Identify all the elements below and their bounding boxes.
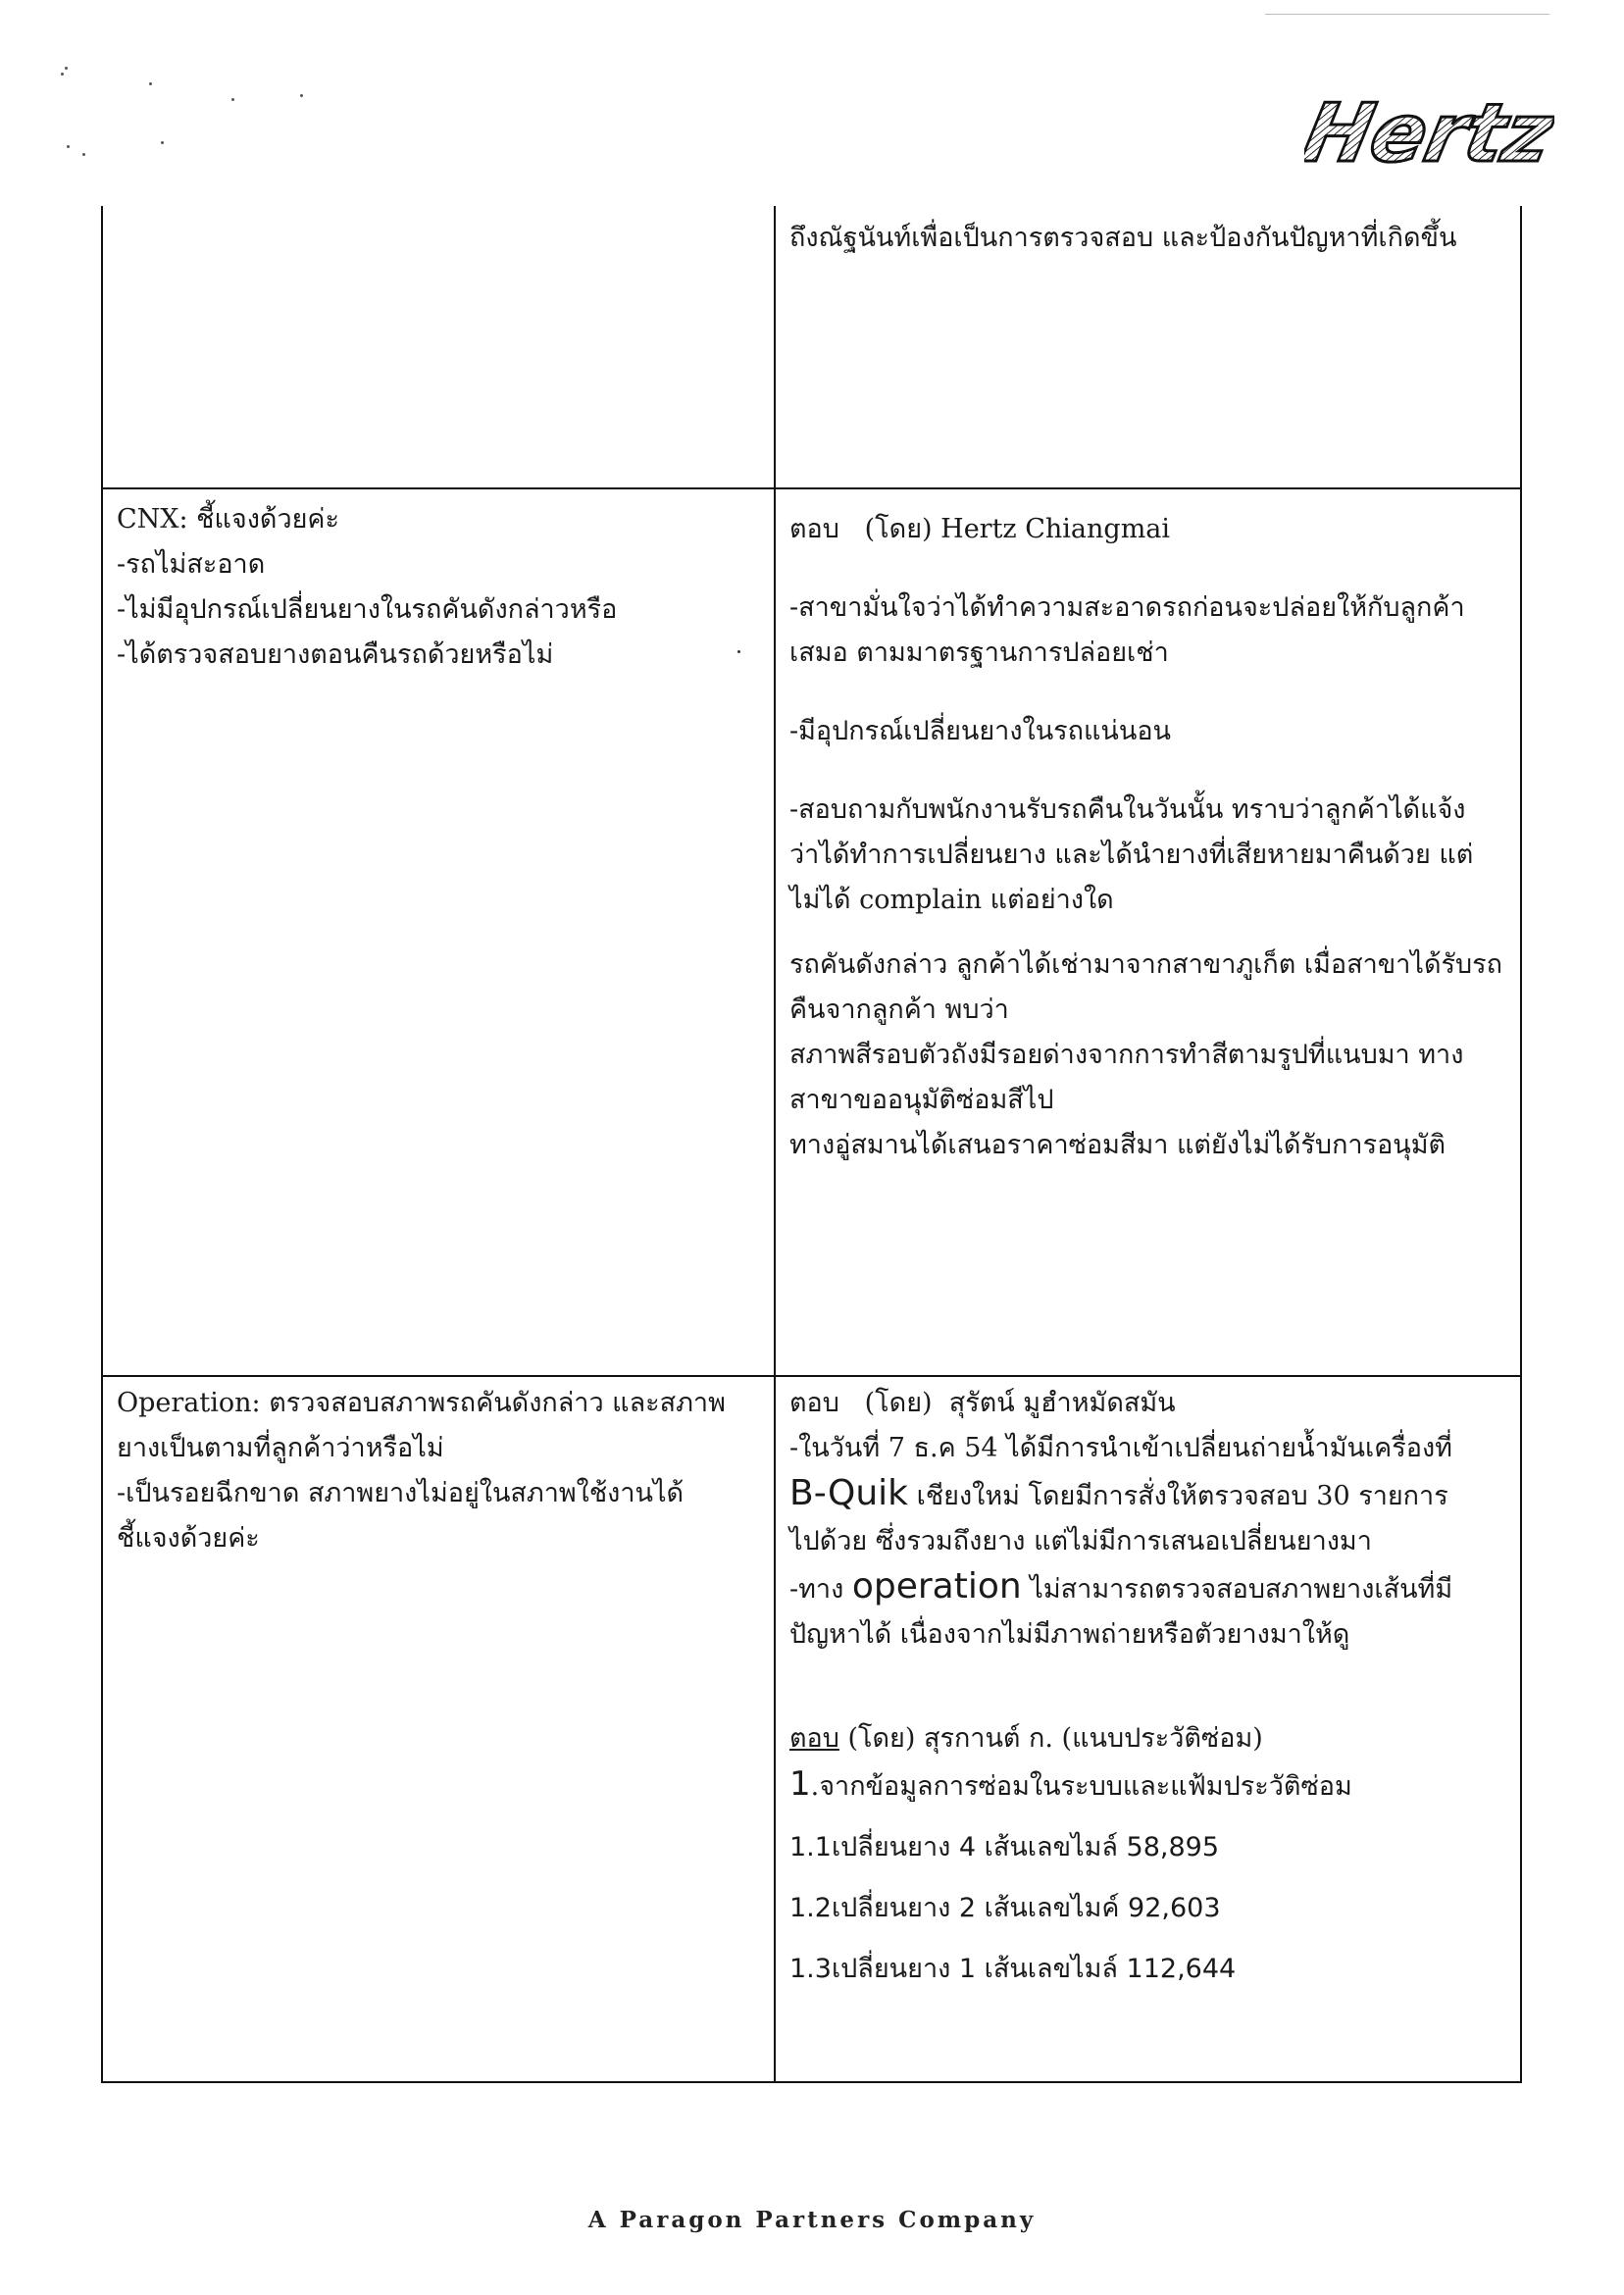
row1-right-cell	[775, 206, 1521, 488]
b-quik-text: B-Quik	[789, 1473, 909, 1513]
answer-line	[789, 1761, 1506, 1810]
row2-right-cell	[775, 488, 1521, 1376]
table-row	[102, 206, 1521, 488]
svg-text:Hertz: Hertz	[1304, 90, 1554, 178]
answer-line: -สอบถามกับพนักงานรับรถคืนในวันนั้น ทราบว่าลูกค้าได้แจ้ง	[789, 794, 1466, 825]
answer-line: ไปด้วย ซึ่งรวมถึงยาง แต่ไม่มีการเสนอเปลี่ยนยางมา	[789, 1526, 1372, 1556]
row2-left-line: -ไม่มีอุปกรณ์เปลี่ยนยางในรถคันดังกล่าวหรือ	[117, 594, 618, 625]
row3-left-line: ยางเป็นตามที่ลูกค้าว่าหรือไม่	[117, 1433, 444, 1463]
answer-line: -สาขามั่นใจว่าได้ทำความสะอาดรถก่อนจะปล่อยให้กับลูกค้า	[789, 592, 1465, 623]
answer-line: เสมอ ตามมาตรฐานการปล่อยเช่า	[789, 638, 1169, 668]
answer-line	[789, 1564, 1506, 1612]
answer-line: -ในวันที่ 7 ธ.ค 54 ได้มีการนำเข้าเปลี่ยนถ่ายน้ำมันเครื่องที่	[789, 1433, 1452, 1463]
row2-left-line: -ได้ตรวจสอบยางตอนคืนรถด้วยหรือไม่	[117, 639, 554, 670]
answer-line: สาขาขออนุมัติซ่อมสีไป	[789, 1085, 1054, 1115]
answer-line-rest: .จากข้อมูลการซ่อมในระบบและแฟ้มประวัติซ่อม	[810, 1771, 1352, 1802]
row2-left-cell	[102, 488, 775, 1376]
top-scan-rule	[1265, 14, 1549, 15]
operation-text: operation	[851, 1566, 1022, 1606]
answer-prefix: ตอบ	[789, 1723, 839, 1754]
row3-left-line: -เป็นรอยฉีกขาด สภาพยางไม่อยู่ในสภาพใช้งานได้	[117, 1478, 685, 1508]
answer-line: รถคันดังกล่าว ลูกค้าได้เช่ามาจากสาขาภูเก็ต เมื่อสาขาได้รับรถ	[789, 949, 1502, 980]
row1-right-line: ถึงณัฐนันท์เพื่อเป็นการตรวจสอบ และป้องกันปัญหาที่เกิดขึ้น	[789, 223, 1457, 253]
answer-line: ว่าได้ทำการเปลี่ยนยาง และได้นำยางที่เสียหายมาคืนด้วย แต่	[789, 840, 1474, 870]
table-row	[102, 1376, 1521, 2082]
answer-line: 1.1เปลี่ยนยาง 4 เส้นเลขไมล์ 58,895	[789, 1832, 1220, 1862]
list-number: 1	[789, 1764, 811, 1804]
answer-prefix: ตอบ	[789, 514, 839, 544]
answer-line: ปัญหาได้ เนื่องจากไม่มีภาพถ่ายหรือตัวยางมาให้ดู	[789, 1619, 1350, 1650]
answer-line: ทางอู่สมานได้เสนอราคาซ่อมสีมา แต่ยังไม่ได้รับการอนุมัติ	[789, 1130, 1446, 1160]
answer-by: (โดย) Hertz Chiangmai	[864, 514, 1171, 544]
row3-left-line: Operation: ตรวจสอบสภาพรถคันดังกล่าว และสภาพ	[117, 1388, 726, 1418]
row2-left-line: -รถไม่สะอาด	[117, 549, 266, 580]
answer-heading	[789, 507, 1506, 552]
answer-by: (โดย) สุรกานต์ ก. (แนบประวัติซ่อม)	[838, 1723, 1263, 1754]
answer-line: สภาพสีรอบตัวถังมีรอยด่างจากการทำสีตามรูปที่แนบมา ทาง	[789, 1040, 1464, 1070]
answer-line	[789, 1471, 1506, 1519]
row3-left-line: ชี้แจงด้วยค่ะ	[117, 1523, 260, 1554]
answer-line: ไม่ได้ complain แต่อย่างใด	[789, 885, 1114, 915]
table-row	[102, 488, 1521, 1376]
row3-left-cell	[102, 1376, 775, 2082]
row2-left-line: CNX: ชี้แจงด้วยค่ะ	[117, 504, 339, 535]
hertz-logo-icon	[1304, 90, 1554, 178]
answer-line-pre: -ทาง	[789, 1574, 852, 1605]
answer-line: 1.2เปลี่ยนยาง 2 เส้นเลขไมค์ 92,603	[789, 1893, 1221, 1923]
answer-heading	[789, 1381, 1506, 1426]
answer-line-rest: ไม่สามารถตรวจสอบสภาพยางเส้นที่มี	[1021, 1574, 1453, 1605]
answer-by: (โดย) สุรัตน์ มูฮำหมัดสมัน	[864, 1388, 1176, 1418]
scan-specks	[59, 59, 333, 157]
answer-line: 1.3เปลี่ยนยาง 1 เส้นเลขไมล์ 112,644	[789, 1954, 1237, 1984]
answer-line: คืนจากลูกค้า พบว่า	[789, 994, 1009, 1025]
answer-line: -มีอุปกรณ์เปลี่ยนยางในรถแน่นอน	[789, 716, 1172, 746]
answer-heading	[789, 1716, 1506, 1761]
row3-right-cell	[775, 1376, 1521, 2082]
footer-company: A Paragon Partners Company	[587, 2207, 1037, 2233]
row1-left-cell	[102, 206, 775, 488]
answer-prefix: ตอบ	[789, 1388, 839, 1418]
stray-dot	[737, 650, 740, 653]
content-table	[101, 206, 1522, 2083]
answer-line-rest: เชียงใหม่ โดยมีการสั่งให้ตรวจสอบ 30 รายการ	[908, 1481, 1448, 1511]
